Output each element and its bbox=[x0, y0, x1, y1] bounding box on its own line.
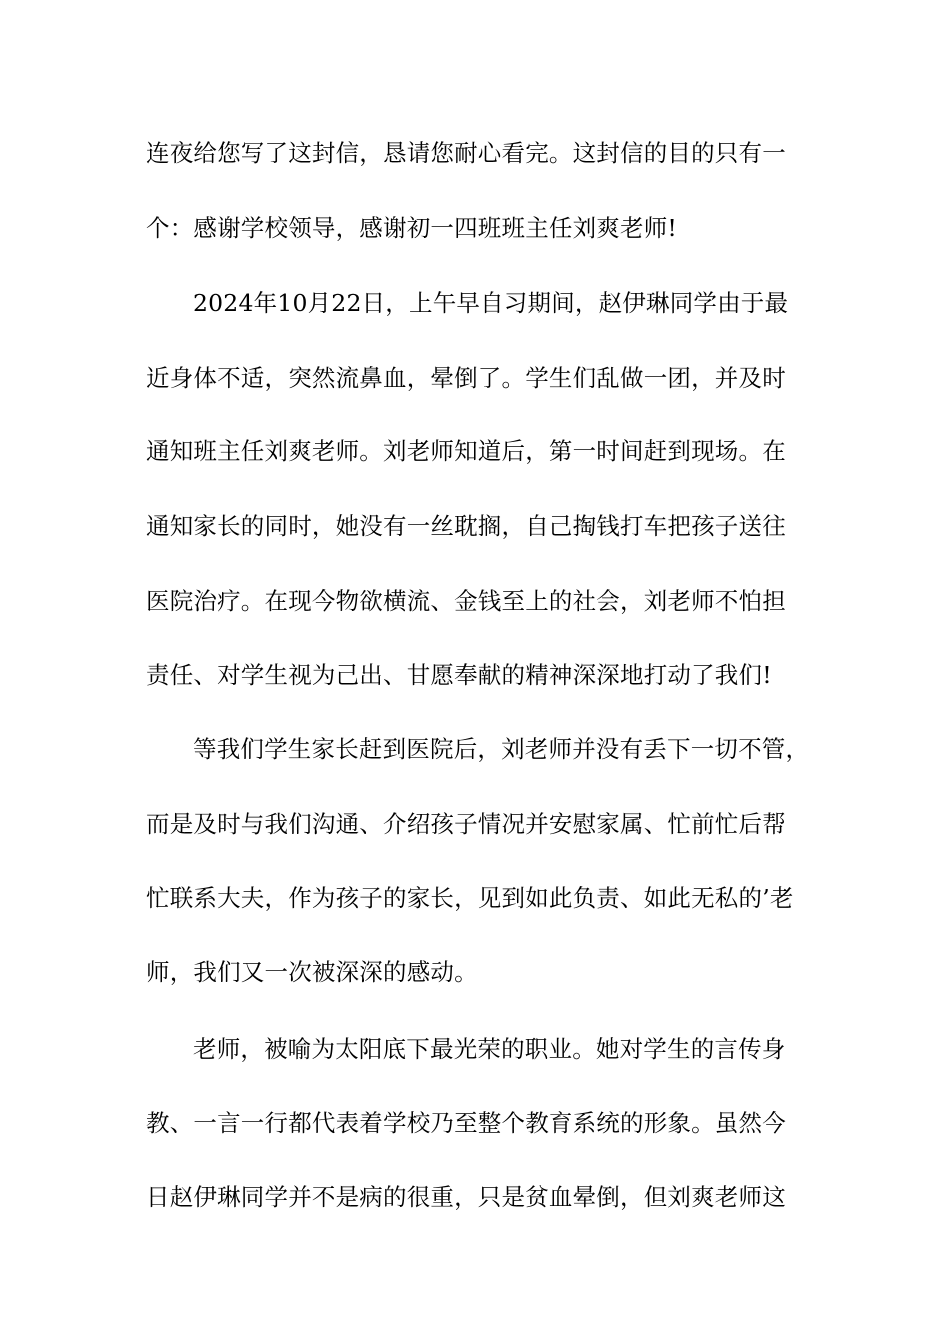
text-line: 近身体不适，突然流鼻血，晕倒了。学生们乱做一团，并及时 bbox=[146, 364, 786, 392]
text-line: 教、一言一行都代表着学校乃至整个教育系统的形象。虽然今 bbox=[146, 1109, 786, 1137]
text-line: 而是及时与我们沟通、介绍孩子情况并安慰家属、忙前忙后帮 bbox=[146, 810, 786, 838]
text-line: 日赵伊琳同学并不是病的很重，只是贫血晕倒，但刘爽老师这 bbox=[146, 1183, 786, 1211]
text-line: 通知班主任刘爽老师。刘老师知道后，第一时间赶到现场。在 bbox=[146, 437, 786, 465]
text-line: 忙联系大夫，作为孩子的家长，见到如此负责、如此无私的’老 bbox=[146, 884, 794, 912]
paragraph-start-line: 等我们学生家长赶到医院后，刘老师并没有丢下一切不管， bbox=[193, 735, 810, 763]
text-line: 连夜给您写了这封信，恳请您耐心看完。这封信的目的只有一 bbox=[146, 139, 786, 167]
text-line: 医院治疗。在现今物欲横流、金钱至上的社会，刘老师不怕担 bbox=[146, 587, 786, 615]
text-line: 通知家长的同时，她没有一丝耽搁，自己掏钱打车把孩子送往 bbox=[146, 512, 786, 540]
paragraph-start-line: 老师，被喻为太阳底下最光荣的职业。她对学生的言传身 bbox=[193, 1035, 786, 1063]
paragraph-start-line: 2024年10月22日，上午早自习期间，赵伊琳同学由于最 bbox=[193, 289, 789, 317]
text-line: 师，我们又一次被深深的感动。 bbox=[146, 958, 478, 986]
text-line: 责任、对学生视为己出、甘愿奉献的精神深深地打动了我们! bbox=[146, 661, 772, 689]
text-line: 个：感谢学校领导，感谢初一四班班主任刘爽老师! bbox=[146, 214, 678, 242]
